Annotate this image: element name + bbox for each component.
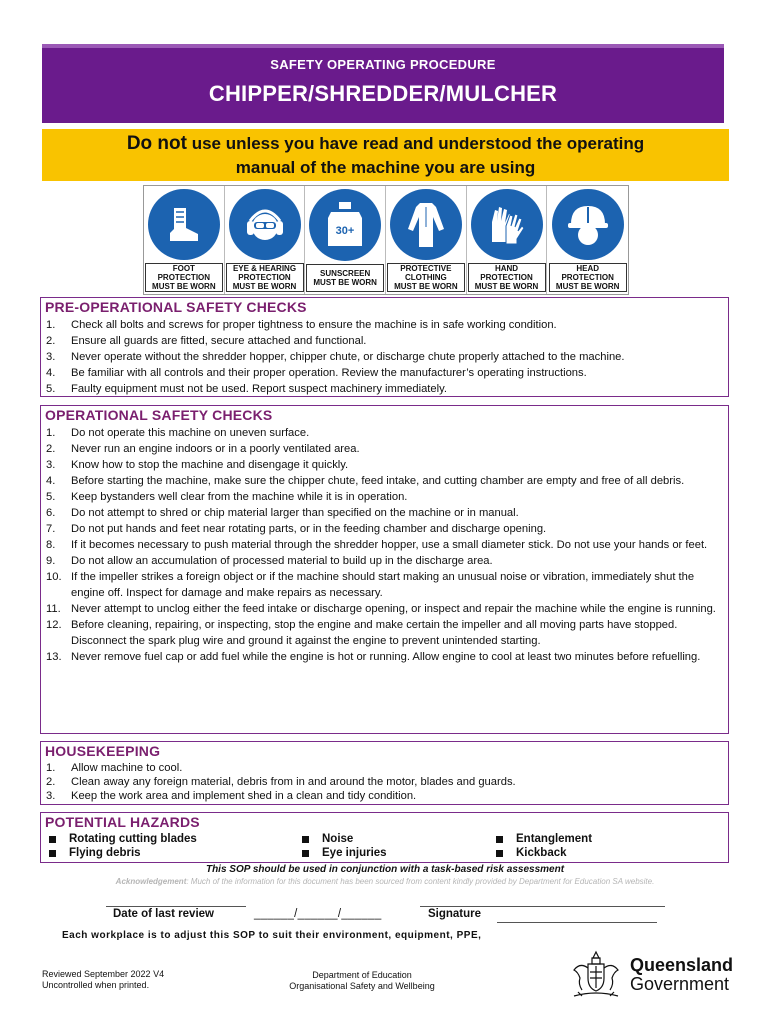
warning-banner [42, 129, 729, 181]
review-top-line [106, 906, 246, 907]
ppe-label: PROTECTIVE CLOTHING MUST BE WORN [387, 263, 465, 292]
hazard-item: Eye injuries [300, 846, 494, 860]
list-item: 4. Be familiar with all controls and their proper operation. Review the manufacturer’s operating instructions. [46, 367, 587, 379]
hazards-section [40, 812, 729, 863]
hazard-item: Rotating cutting blades [47, 832, 280, 846]
list-item: 11. Never attempt to unclog either the feed intake or discharge opening, or inspect and repair the machine while the engine is running. [46, 603, 716, 615]
pre-operational-section [40, 297, 729, 397]
list-item: 3. Never operate without the shredder hopper, chipper chute, or discharge chute properly attached to the machine. [46, 351, 625, 363]
ppe-eye-hearing [225, 186, 306, 294]
list-item: 6. Do not attempt to shred or chip material larger than specified on the machine or in manual. [46, 507, 519, 519]
footer-version: Reviewed September 2022 V4 Uncontrolled when printed. [42, 969, 165, 990]
ppe-label: HEAD PROTECTION MUST BE WORN [549, 263, 627, 292]
square-bullet-icon [302, 836, 309, 843]
sop-note: This SOP should be used in conjunction with a task-based risk assessment [205, 864, 565, 875]
hard-hat-icon [552, 189, 624, 260]
ppe-label: HAND PROTECTION MUST BE WORN [468, 263, 546, 292]
ppe-label: SUNSCREEN MUST BE WORN [306, 264, 384, 292]
section-heading: HOUSEKEEPING [45, 743, 161, 759]
goggles-earmuffs-icon [229, 189, 301, 260]
page-title: CHIPPER/SHREDDER/MULCHER [208, 81, 558, 106]
signature-field[interactable] [497, 922, 657, 923]
warning-line1: use unless you have read and understood the operating [186, 134, 645, 153]
square-bullet-icon [496, 850, 503, 857]
ppe-clothing [386, 186, 467, 294]
list-item: 13. Never remove fuel cap or add fuel while the engine is hot or running. Allow engine to cool at least two minutes before refuelling. [46, 651, 701, 663]
list-item: 7. Do not put hands and feet near rotating parts, or in the feeding chamber and discharge opening. [46, 523, 547, 535]
list-item: 5. Keep bystanders well clear from the machine while it is in operation. [46, 491, 408, 503]
list-item: 5. Faulty equipment must not be used. Report suspect machinery immediately. [46, 383, 447, 395]
section-heading: POTENTIAL HAZARDS [45, 814, 200, 830]
list-item: 1. Check all bolts and screws for proper tightness to ensure the machine is in safe working condition. [46, 319, 557, 331]
list-item: 3. Keep the work area and implement shed in a clean and tidy condition. [46, 790, 417, 802]
adjust-note: Each workplace is to adjust this SOP to suit their environment, equipment, PPE, [62, 930, 482, 941]
review-date-field[interactable]: ______/______/______ [254, 908, 382, 920]
square-bullet-icon [302, 850, 309, 857]
list-item: 10. If the impeller strikes a foreign object or if the machine should start making an unusual noise or vibration, immediately shut the engine off. Inspect for damage and make repairs as necessary. [46, 571, 695, 599]
ppe-sunscreen [305, 186, 386, 294]
sunscreen-bottle-icon [309, 189, 381, 261]
operational-section [40, 405, 729, 734]
title-banner [42, 44, 724, 123]
hazard-item: Flying debris [47, 846, 280, 860]
coverall-icon [390, 189, 462, 260]
list-item: 8. If it becomes necessary to push material through the shredder hopper, use a small diameter stick. Do not use your hands or feet. [46, 539, 708, 551]
gloves-icon [471, 189, 543, 260]
logo-wordmark: Queensland Government [630, 955, 734, 994]
svg-text:30+: 30+ [335, 225, 355, 237]
ppe-hand [467, 186, 548, 294]
warning-emphasis: Do not [126, 133, 187, 154]
signature-label: Signature [428, 908, 482, 920]
list-item: 4. Before starting the machine, make sure the chipper chute, feed intake, and cutting chamber are empty and free of all debris. [46, 475, 685, 487]
square-bullet-icon [496, 836, 503, 843]
hazard-item: Entanglement [494, 832, 716, 846]
ppe-head [547, 186, 628, 294]
boot-icon [148, 189, 220, 260]
list-item: 2. Ensure all guards are fitted, secure attached and functional. [46, 335, 367, 347]
square-bullet-icon [49, 836, 56, 843]
square-bullet-icon [49, 850, 56, 857]
section-heading: PRE-OPERATIONAL SAFETY CHECKS [45, 299, 307, 315]
coat-of-arms-icon [566, 948, 626, 1002]
list-item: 12. Before cleaning, repairing, or inspecting, stop the engine and make certain the impeller and all moving parts have stopped. Disconnect the spark plug wire and ground it against the engine to prevent unintended starting. [46, 619, 678, 647]
list-item: 3. Know how to stop the machine and disengage it quickly. [46, 459, 349, 471]
list-item: 9. Do not allow an accumulation of processed material to build up in the discharge area. [46, 555, 493, 567]
list-item: 1. Allow machine to cool. [46, 762, 183, 774]
acknowledgement: Acknowledgement: Much of the information for this document has been sourced from content kindly provided by Department for Education SA website. [115, 877, 655, 886]
queensland-government-logo [566, 948, 738, 1002]
ppe-strip [143, 185, 629, 295]
ppe-foot [144, 186, 225, 294]
section-heading: OPERATIONAL SAFETY CHECKS [45, 407, 273, 423]
list-item: 2. Never run an engine indoors or in a poorly ventilated area. [46, 443, 360, 455]
warning-line2: manual of the machine you are using [235, 158, 536, 177]
ppe-label: FOOT PROTECTION MUST BE WORN [145, 263, 223, 292]
document-type: SAFETY OPERATING PROCEDURE [270, 57, 496, 72]
hazard-item: Noise [300, 832, 494, 846]
date-of-last-review-label: Date of last review [113, 908, 214, 920]
ppe-label: EYE & HEARING PROTECTION MUST BE WORN [226, 263, 304, 292]
signature-top-line [420, 906, 665, 907]
housekeeping-section [40, 741, 729, 805]
footer-department: Department of Education Organisational Safety and Wellbeing [289, 970, 435, 991]
list-item: 1. Do not operate this machine on uneven surface. [46, 427, 310, 439]
hazard-item: Kickback [494, 846, 716, 860]
list-item: 2. Clean away any foreign material, debris from in and around the motor, blades and guards. [46, 776, 516, 788]
